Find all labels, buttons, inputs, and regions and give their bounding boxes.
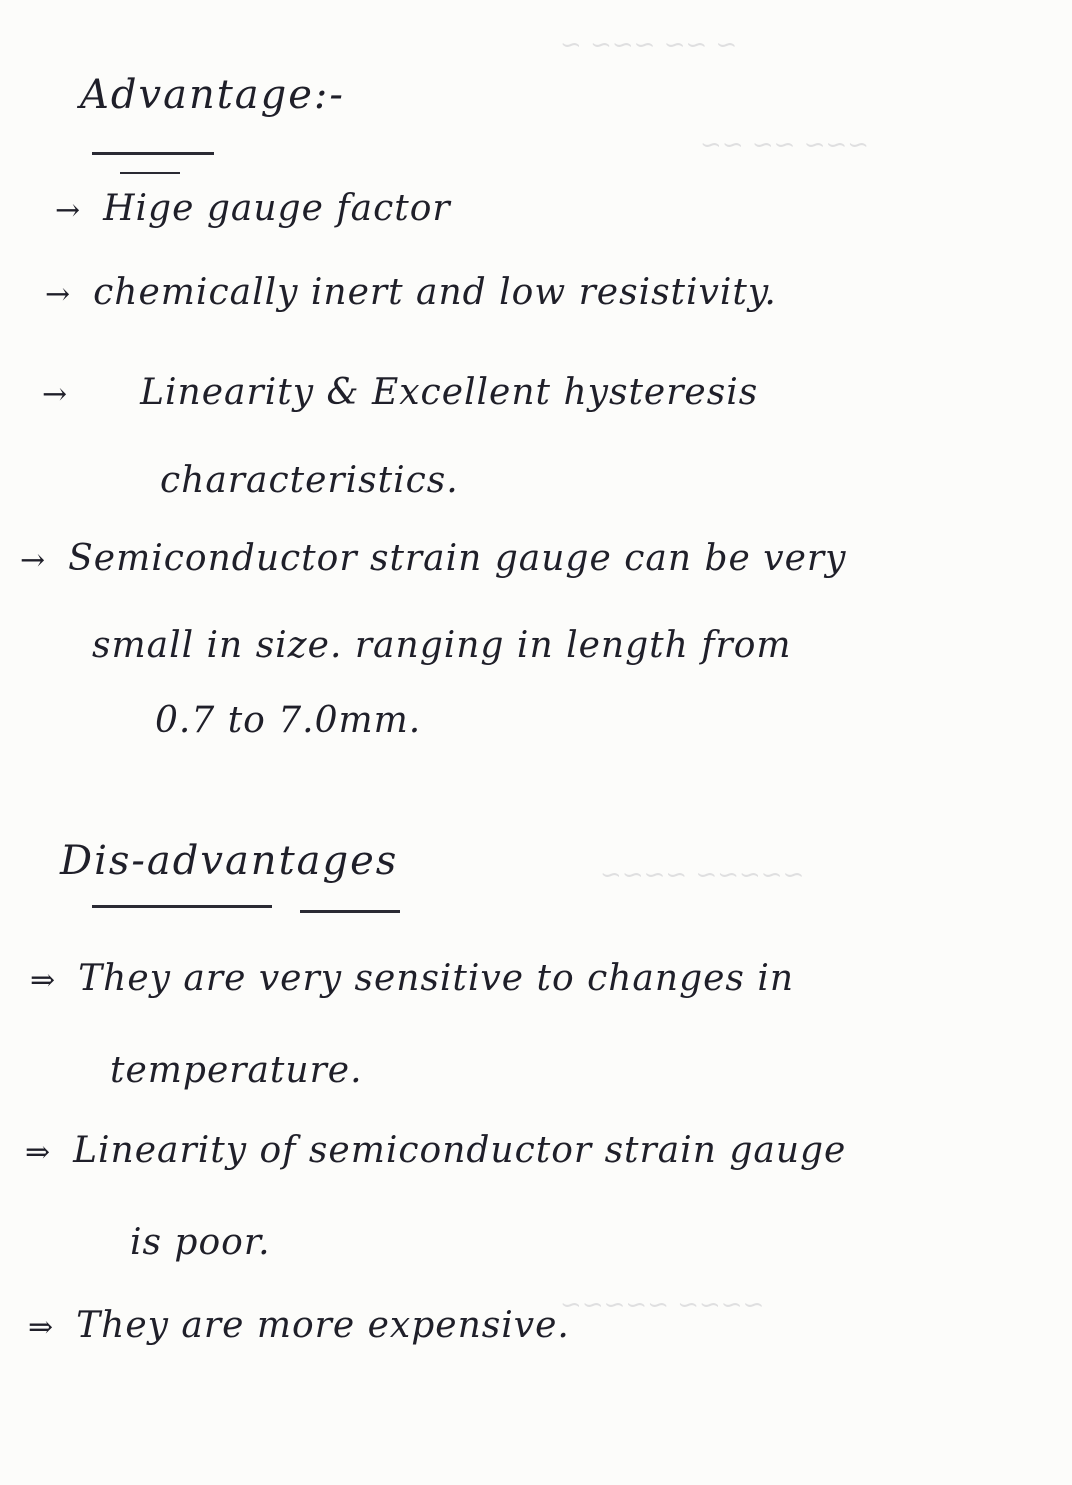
heading-underline bbox=[120, 172, 180, 174]
arrow-bullet: → bbox=[55, 193, 82, 228]
disadvantages-heading: Dis-advantages bbox=[60, 838, 399, 884]
advantage-continuation: characteristics. bbox=[160, 460, 459, 501]
advantage-text: chemically inert and low resistivity. bbox=[93, 272, 777, 313]
bleed-through-texture: ~ ~~ ~~~ ~ bbox=[560, 30, 738, 60]
disadvantage-item bbox=[28, 1305, 570, 1346]
disadvantage-text: Linearity of semiconductor strain gauge bbox=[73, 1130, 847, 1171]
advantages-heading: Advantage:- bbox=[80, 72, 345, 118]
disadvantage-text: They are more expensive. bbox=[76, 1305, 570, 1346]
arrow-bullet: → bbox=[42, 377, 69, 412]
advantage-continuation: small in size. ranging in length from bbox=[92, 625, 792, 666]
bleed-through-texture: ~~~ ~~ ~~ bbox=[700, 130, 870, 160]
disadvantage-continuation: is poor. bbox=[130, 1222, 271, 1263]
heading-underline bbox=[92, 152, 214, 155]
advantage-continuation: 0.7 to 7.0mm. bbox=[155, 700, 422, 741]
disadvantage-item bbox=[30, 958, 794, 999]
heading-underline bbox=[300, 910, 400, 913]
disadvantage-item bbox=[25, 1130, 846, 1171]
disadvantage-continuation: temperature. bbox=[110, 1050, 363, 1091]
advantage-text: Semiconductor strain gauge can be very bbox=[68, 538, 847, 579]
advantage-item bbox=[42, 372, 758, 413]
double-arrow-bullet: ⇒ bbox=[25, 1135, 52, 1170]
disadvantage-text: They are very sensitive to changes in bbox=[78, 958, 795, 999]
advantage-item bbox=[45, 272, 777, 313]
advantage-text: Linearity & Excellent hysteresis bbox=[140, 372, 759, 413]
advantage-text: Hige gauge factor bbox=[103, 188, 451, 229]
double-arrow-bullet: ⇒ bbox=[28, 1310, 55, 1345]
advantage-item bbox=[20, 538, 846, 579]
bleed-through-texture: ~~~~~ ~~~~ bbox=[600, 860, 805, 890]
advantage-item bbox=[55, 188, 451, 229]
heading-underline bbox=[92, 905, 272, 908]
arrow-bullet: → bbox=[45, 277, 72, 312]
arrow-bullet: → bbox=[20, 543, 47, 578]
double-arrow-bullet: ⇒ bbox=[30, 963, 57, 998]
bleed-through-texture: ~~~~ ~~~~~ bbox=[560, 1290, 765, 1320]
